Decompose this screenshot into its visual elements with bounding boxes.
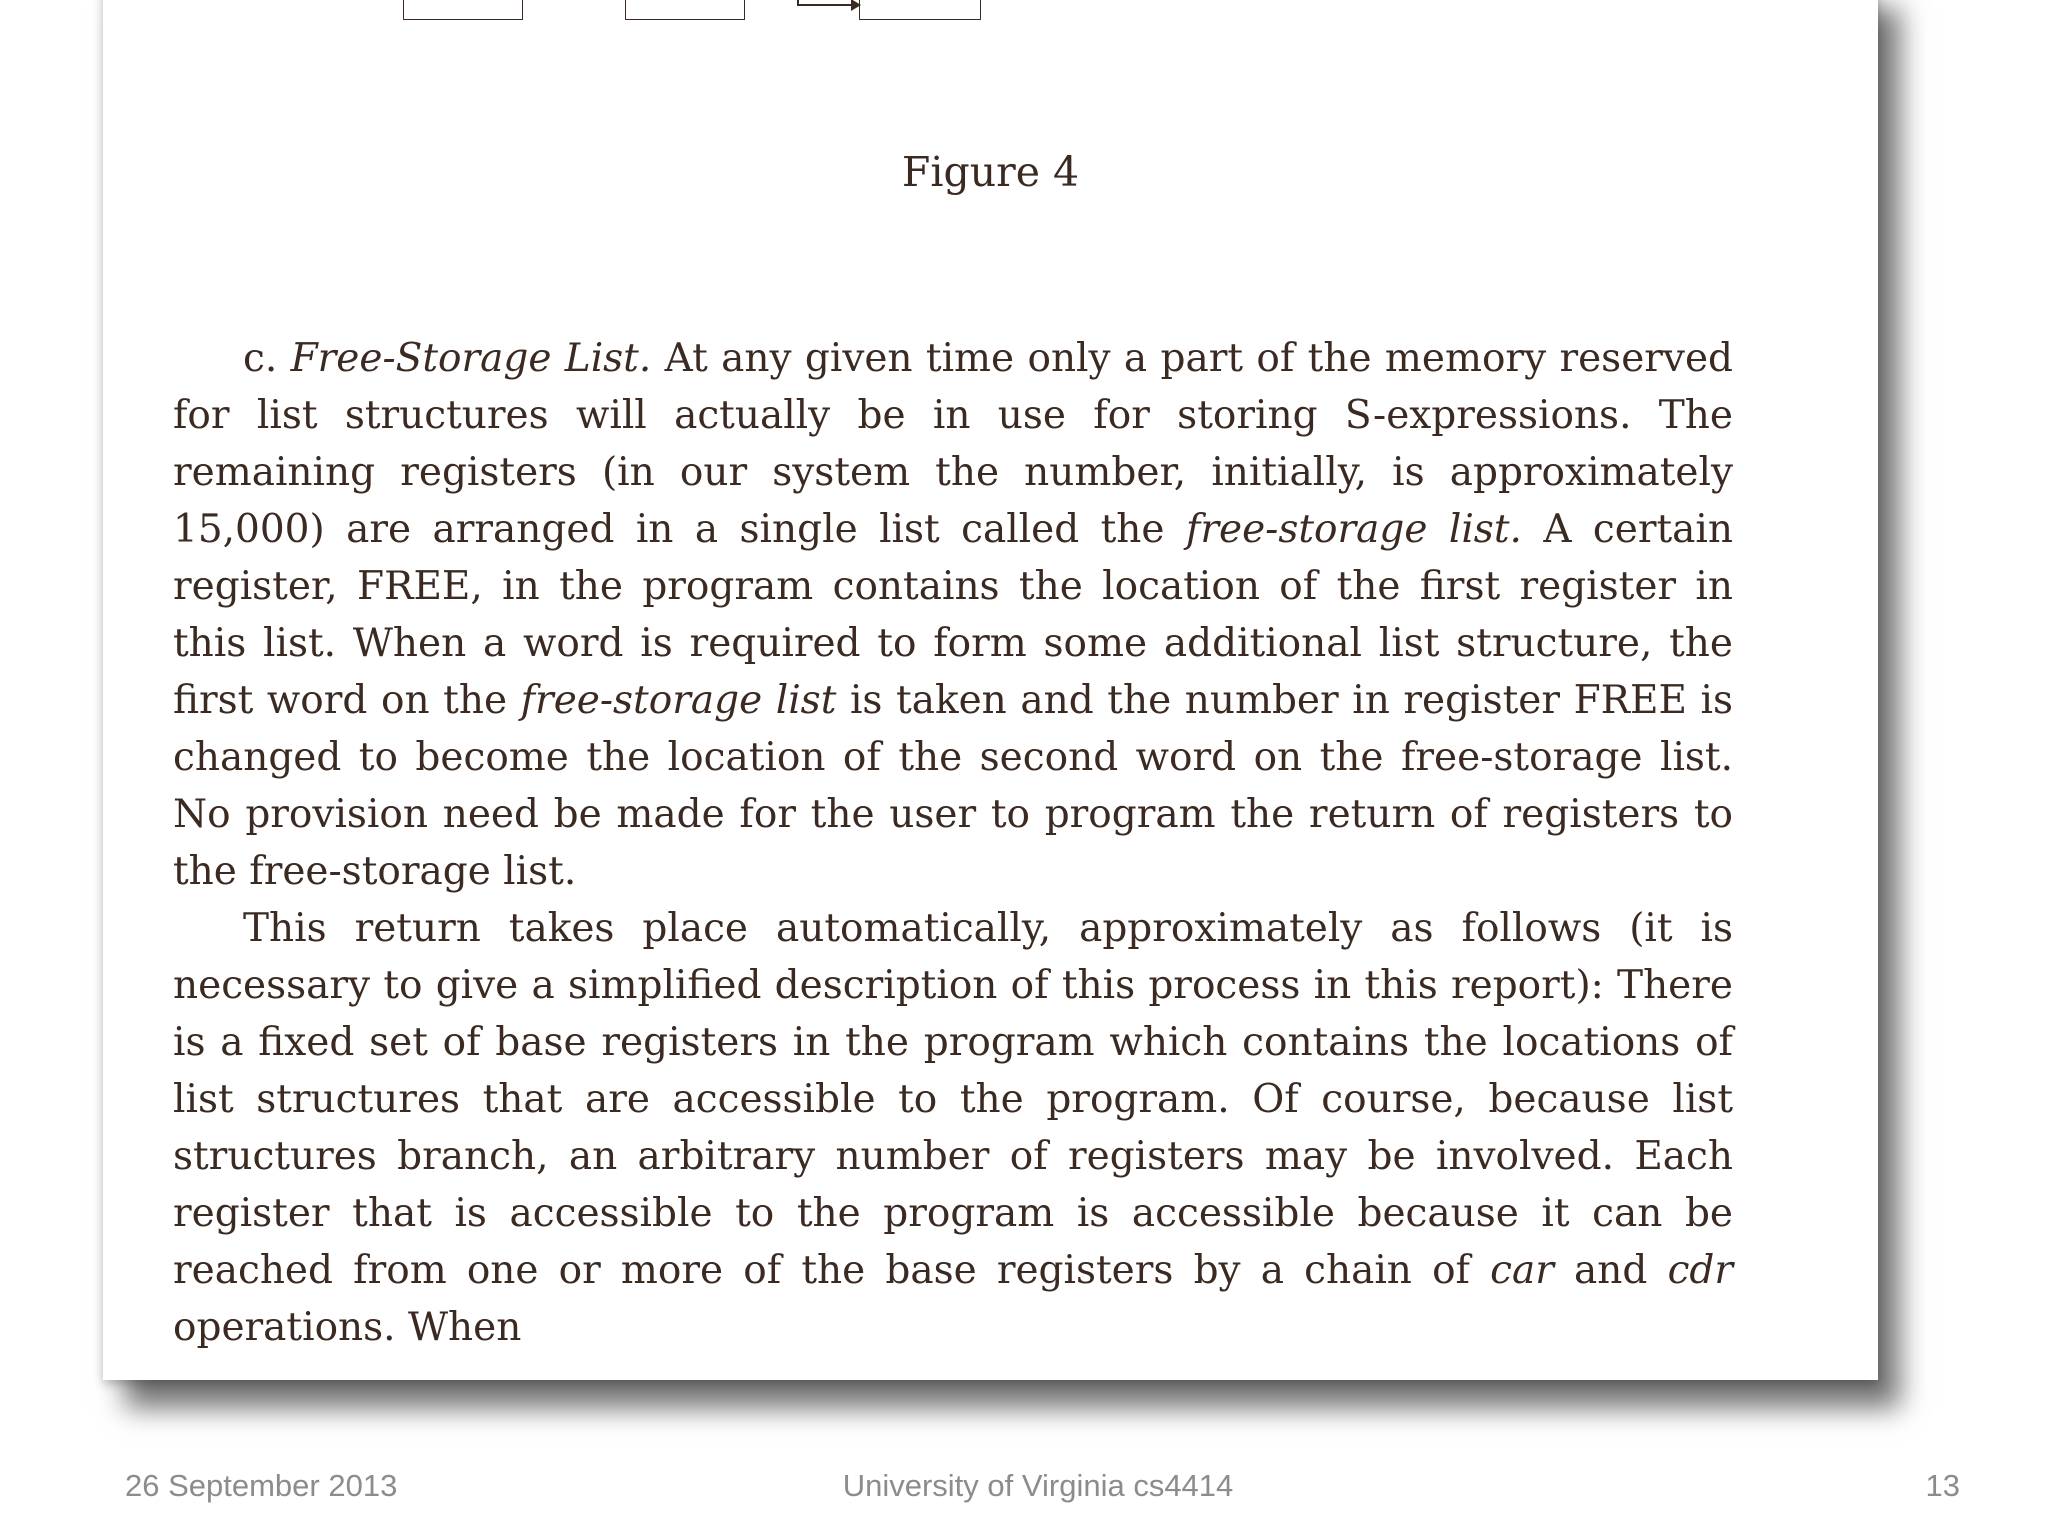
paragraph-free-storage-list: c. Free-Storage List. At any given time only a part of the memory reserved for list structures will actually be in use for storing S-expressions. The remaining registers (in our system the number, initially, is approximately 15,000) are arranged in a single list called the free-storage list. A certain register, FREE, in the program contains the location of the first register in this list. When a word is required to form some additional list structure, the first word on the free-storage list is taken and the number in register FREE is changed to become the location of the second word on the free-storage list. No provision need be made for the user to program the return of registers to the free-storage list. xyxy=(173,336,1733,894)
figure-box-e xyxy=(859,0,981,20)
footer-date: 26 September 2013 xyxy=(125,1468,398,1503)
slide-number: 13 xyxy=(1925,1468,1960,1503)
body-text xyxy=(173,330,1733,1356)
footer-course: University of Virginia cs4414 xyxy=(842,1468,1234,1503)
paper-page xyxy=(103,0,1878,1380)
section-title: Free-Storage List. xyxy=(290,336,652,381)
figure-box-differ xyxy=(403,0,523,20)
figure-caption: Figure 4 xyxy=(901,148,1080,196)
figure-arrow xyxy=(797,4,857,6)
figure-box-entiat xyxy=(625,0,745,20)
paragraph-return-process: This return takes place automatically, approximately as follows (it is necessary to give a simplified description of this process in this report): There is a fixed set of base registers in the program which contains the locations of list structures that are accessible to the program. Of course, because list structures branch, an arbitrary number of registers may be involved. Each register that is accessible to the program is accessible because it can be reached from one or more of the base registers by a chain of car and cdr operations. When xyxy=(173,906,1734,1350)
